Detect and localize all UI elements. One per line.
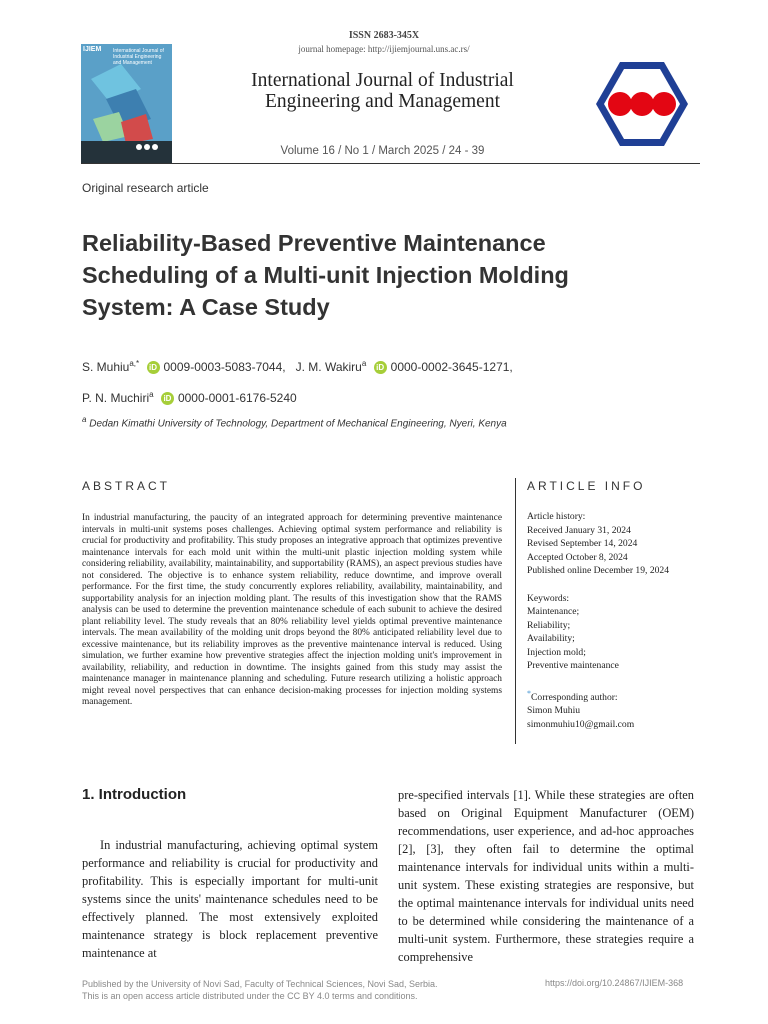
article-info-heading: ARTICLE INFO — [527, 479, 646, 493]
author-name: P. N. Muchiri — [82, 391, 150, 405]
corresponding-author-name: Simon Muhiu — [527, 705, 581, 717]
published-date: Published online December 19, 2024 — [527, 565, 670, 576]
keyword: Reliability; — [527, 619, 571, 631]
journal-cover-image — [81, 44, 172, 163]
cover-title: International Journal of Industrial Engineering and Management — [113, 48, 164, 66]
article-title: Reliability-Based Preventive Maintenance Scheduling of a Multi-unit Injection Molding System: A Case Study — [82, 230, 569, 320]
journal-logo — [594, 56, 690, 152]
author-line-1 — [82, 350, 682, 381]
journal-title-line2: Engineering and Management — [265, 91, 500, 112]
journal-title — [180, 70, 585, 112]
affiliation — [82, 415, 507, 429]
journal-homepage-link[interactable]: journal homepage: http://ijiemjournal.uns.ac.rs/ — [298, 44, 470, 54]
abstract-text: In industrial manufacturing, the paucity of an integrated approach for determining preventive maintenance intervals in multi-unit systems poses challenges. Achieving optimal system performance and reliability is crucial for productivity and profitability. This study proposes an integrative approach that optimizes preventive maintenance intervals for each mold unit within the multi-unit plastic injection molding system while considering reliability, availability, maintainability, and supportability (RAMS), an aspect previous studies have not considered. The objective is to enhance system reliability, reduce downtime, and improve overall performance. For the first time, the study concurrently explores reliability, availability, maintainability, and supportability analysis for an injection molding plant. The results of this investigation show that the RAMS analysis can be used to determine the prevention maintenance schedule of each subunit to achieve the desired plant reliability level. The study reveals that an 80% reliability level yields optimal preventive maintenance intervals. The mean availability of the molding unit drops beyond the 80% anticipated reliability level due to excessive maintenance, but its reliability improves as the preventive maintenance interval is reduced. Using simulation, we further examine how preventive strategies affect the injection molding unit's improvement in availability, reliability, and reduction in downtime. The insights gained from this study may assist the maintenance manager in maintenance planning and scheduling. Future research utilizing a holistic approach might reveal novel perspectives that can enhance decision-making processes for injection molding systems management. — [82, 513, 502, 707]
corresponding-star: * — [527, 688, 531, 698]
affiliation-superscript: a — [82, 415, 87, 424]
affiliation-text: Dedan Kimathi University of Technology, Department of Mechanical Engineering, Nyeri, Kenya — [89, 418, 507, 430]
body-column-left: In industrial manufacturing, achieving optimal system performance and reliability is crucial for productivity and profitability. This is especially important for multi-unit systems since the units' maintenance schedules need to be effectively planned. The most extensively exploited maintenance strategy is block replacement preventive maintenance at — [82, 838, 378, 960]
history-label: Article history: — [527, 511, 586, 522]
footer-line-2: This is an open access article distributed under the CC BY 4.0 terms and conditions. — [82, 991, 418, 1001]
author-line-2 — [82, 381, 682, 412]
author-superscript: a,* — [129, 359, 140, 368]
accepted-date: Accepted October 8, 2024 — [527, 551, 628, 563]
keyword: Maintenance; — [527, 606, 580, 617]
keywords-label: Keywords: — [527, 592, 570, 604]
body-column-right: pre-specified intervals [1]. While these strategies are often based on Original Equipment Manufacturer (OEM) recommendations, user experience, and ad-hoc approaches [2], [3], they often fail to determine the optimal maintenance intervals for individual units within a multi-unit system. These existing strategies are responsive, but the optimal maintenance intervals for individual units need to be determined while considering the maintenance of a multi-unit system. Furthermore, these strategies require a comprehensive — [398, 788, 694, 964]
doi-link[interactable]: https://doi.org/10.24867/IJIEM-368 — [545, 978, 684, 988]
footer-line-1: Published by the University of Novi Sad, Faculty of Technical Sciences, Novi Sad, Serbia. — [82, 979, 438, 989]
author-name: S. Muhiu — [82, 360, 130, 374]
author-orcid[interactable]: 0000-0002-3645-1271, — [390, 360, 513, 374]
author-list — [82, 350, 682, 412]
keyword: Injection mold; — [527, 646, 586, 658]
author-orcid[interactable]: 0000-0001-6176-5240 — [177, 391, 297, 405]
section-heading: 1. Introduction — [82, 786, 187, 803]
cover-label: IJIEM — [83, 46, 102, 53]
orcid-icon[interactable]: iD — [147, 361, 160, 374]
column-divider — [515, 478, 516, 744]
keyword: Availability; — [527, 633, 575, 644]
keyword: Preventive maintenance — [527, 660, 619, 671]
article-info — [527, 510, 707, 731]
received-date: Received January 31, 2024 — [527, 524, 631, 536]
author-superscript: a — [149, 390, 154, 399]
footer-publisher — [82, 978, 438, 1002]
volume-info: Volume 16 / No 1 / March 2025 / 24 - 39 — [280, 145, 485, 157]
author-orcid[interactable]: 0009-0003-5083-7044, — [163, 360, 286, 374]
orcid-icon[interactable]: iD — [161, 392, 174, 405]
corresponding-label-text: Corresponding author: — [531, 691, 618, 703]
author-superscript: a — [361, 359, 367, 368]
author-name: J. M. Wakiru — [295, 360, 362, 374]
article-type: Original research article — [82, 181, 209, 195]
orcid-icon[interactable]: iD — [374, 361, 387, 374]
corresponding-author-email[interactable]: simonmuhiu10@gmail.com — [527, 718, 635, 730]
issn: ISSN 2683-345X — [348, 30, 420, 41]
revised-date: Revised September 14, 2024 — [527, 538, 638, 549]
abstract-heading: ABSTRACT — [82, 479, 171, 493]
header-divider — [81, 163, 700, 164]
journal-title-line1: International Journal of Industrial — [251, 70, 514, 91]
corresponding-author-label — [527, 687, 707, 705]
